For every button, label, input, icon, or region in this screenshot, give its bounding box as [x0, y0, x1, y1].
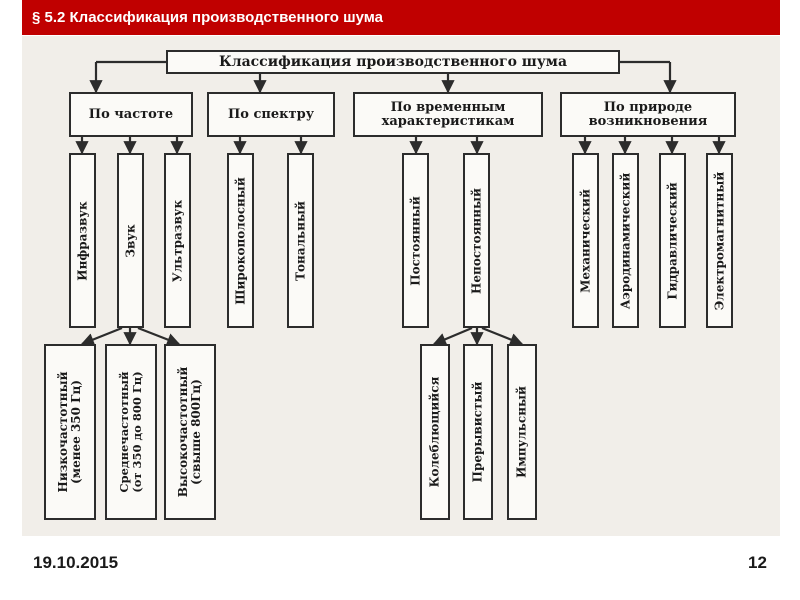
sub-intermittent-label: Прерывистый: [470, 381, 485, 483]
leaf-electromagnetic: [706, 153, 733, 328]
sub-high-frequency: [164, 344, 216, 520]
slide-title: § 5.2 Классификация производственного шума: [22, 0, 780, 35]
leaf-constant: [402, 153, 429, 328]
sub-low-frequency-line2: (менее 350 Гц): [69, 379, 83, 485]
leaf-aerodynamic: [612, 153, 639, 328]
leaf-tonal: [287, 153, 314, 328]
category-temporal: [353, 92, 543, 137]
leaf-nonconstant: [463, 153, 490, 328]
category-frequency: По частоте: [69, 92, 193, 137]
leaf-sound: [117, 153, 144, 328]
sub-mid-frequency-line1: Среднечастотный: [117, 371, 131, 493]
leaf-aerodynamic-label: Аэродинамический: [618, 172, 632, 309]
leaf-mechanical-label: Механический: [578, 188, 592, 293]
sub-impulse: [507, 344, 537, 520]
leaf-hydraulic: [659, 153, 686, 328]
sub-mid-frequency: [105, 344, 157, 520]
page-number: 12: [748, 553, 767, 572]
sub-mid-frequency-line2: (от 350 до 800 Гц): [130, 371, 144, 493]
sub-mid-frequency-label: [118, 371, 144, 492]
sub-oscillating-label: Колеблющийся: [427, 376, 442, 488]
sub-high-frequency-line1: Высокочастотный: [176, 366, 190, 498]
leaf-sound-label: Звук: [123, 223, 137, 258]
footer-date: 19.10.2015: [33, 553, 119, 572]
leaf-electromagnetic-label: Электромагнитный: [712, 171, 726, 310]
sub-high-frequency-label: [177, 367, 203, 498]
leaf-tonal-label: Тональный: [293, 200, 307, 281]
sub-impulse-label: Импульсный: [514, 386, 529, 478]
sub-oscillating: [420, 344, 450, 520]
leaf-ultrasound: [164, 153, 191, 328]
leaf-hydraulic-label: Гидравлический: [665, 181, 679, 300]
leaf-constant-label: Постоянный: [408, 195, 422, 286]
category-origin: [560, 92, 736, 137]
leaf-broadband: [227, 153, 254, 328]
leaf-infrasound: [69, 153, 96, 328]
leaf-mechanical: [572, 153, 599, 328]
classification-diagram: [22, 36, 780, 536]
left-margin: [0, 0, 22, 600]
sub-intermittent: [463, 344, 493, 520]
leaf-broadband-label: Широкополосный: [233, 176, 247, 305]
leaf-infrasound-label: Инфразвук: [75, 200, 89, 281]
sub-high-frequency-line2: (свыше 800Гц): [189, 379, 203, 485]
leaf-ultrasound-label: Ультразвук: [170, 199, 184, 282]
sub-low-frequency: [44, 344, 96, 520]
category-temporal-line1: По временным: [390, 99, 506, 115]
category-origin-line1: По природе: [603, 99, 693, 115]
category-origin-line2: возникновения: [588, 113, 708, 129]
sub-low-frequency-line1: Низкочастотный: [56, 371, 70, 493]
category-spectrum: По спектру: [207, 92, 335, 137]
category-temporal-line2: характеристикам: [381, 113, 515, 129]
sub-low-frequency-label: [57, 371, 83, 492]
root-box: Классификация производственного шума: [166, 50, 620, 74]
leaf-nonconstant-label: Непостоянный: [469, 187, 483, 294]
